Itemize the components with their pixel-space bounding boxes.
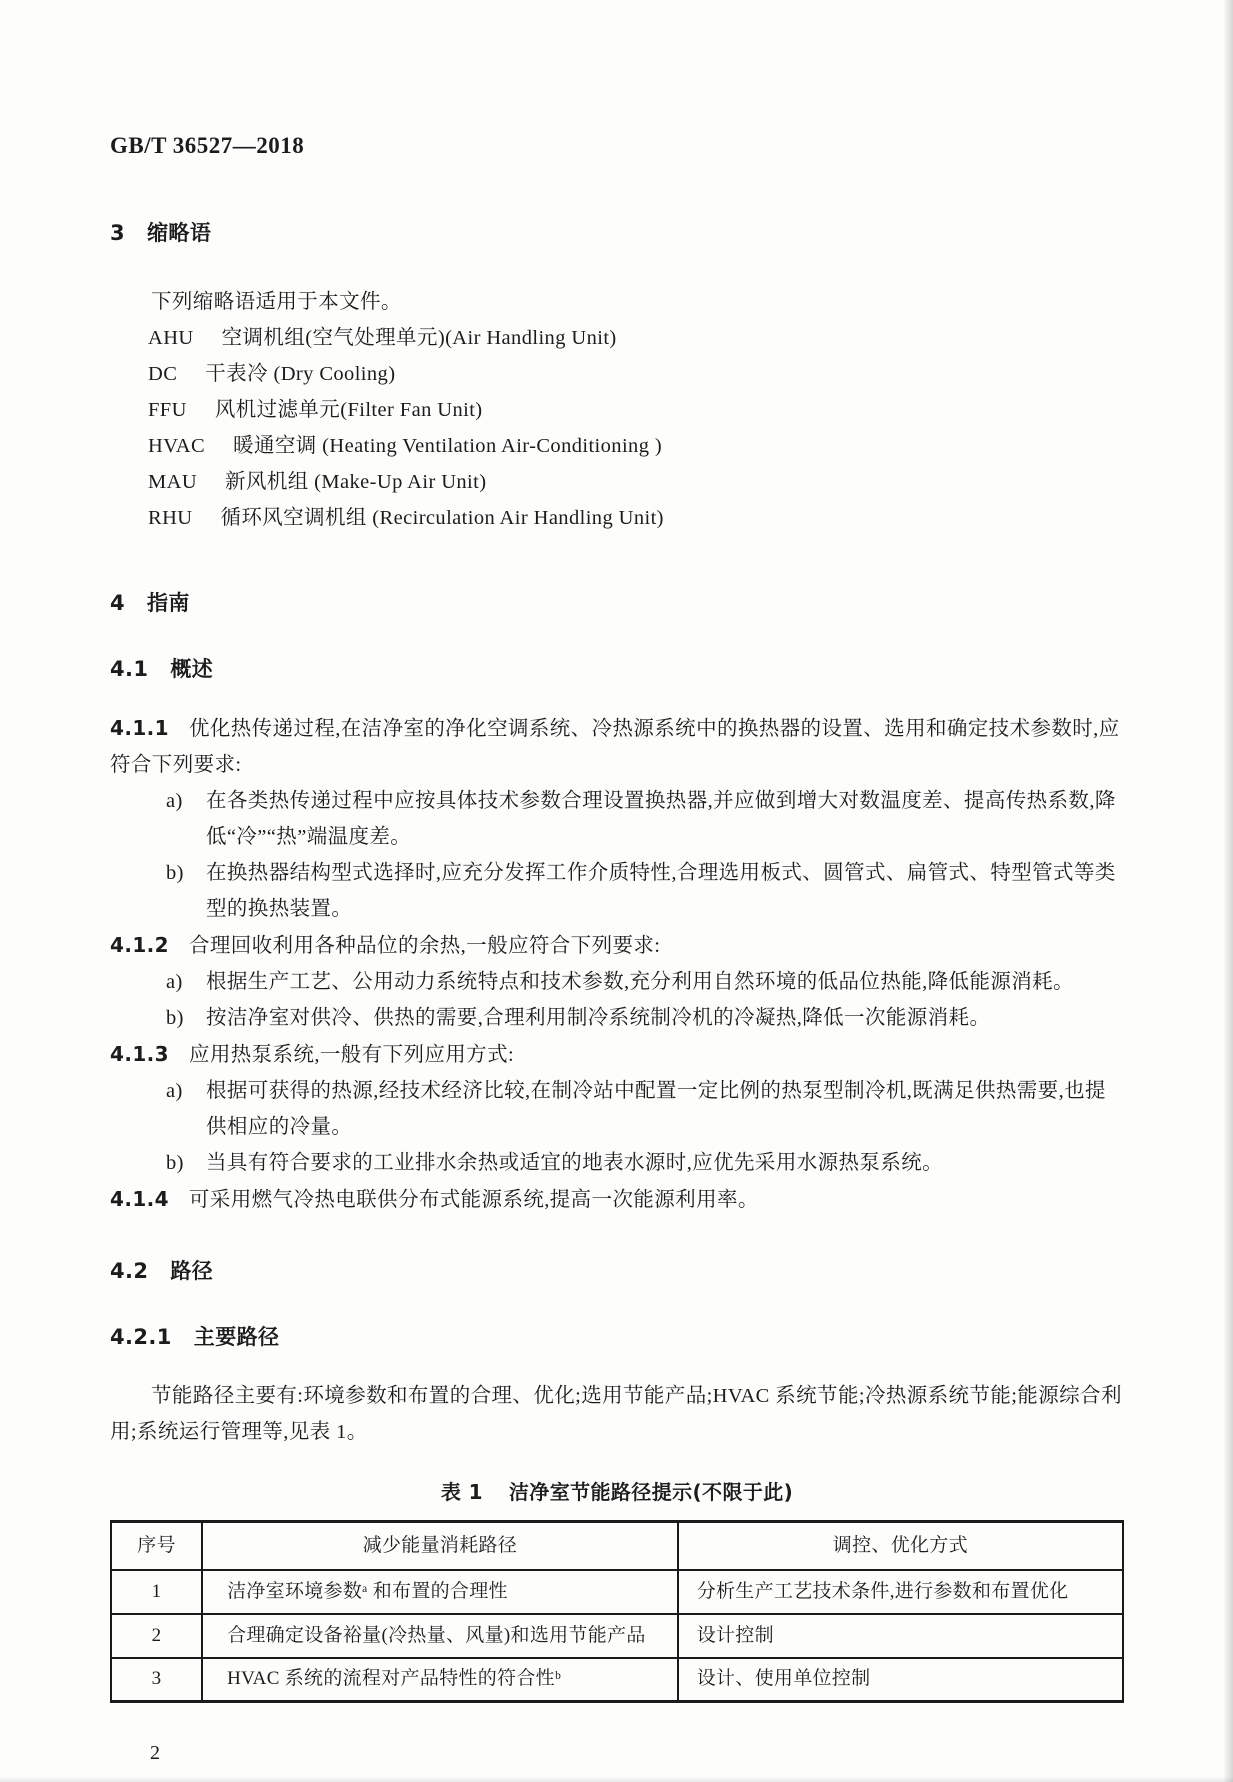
- energy-saving-path-table: [110, 1520, 1124, 1703]
- table-header-row: [111, 1522, 1123, 1570]
- section-number: 4: [110, 591, 126, 615]
- section-4-1-heading: [110, 654, 1124, 684]
- list-item-b: [110, 855, 1124, 927]
- item-label: b): [166, 862, 184, 884]
- table-caption-title: 洁净室节能路径提示(不限于此): [508, 1480, 794, 1504]
- abbreviation-code: AHU: [148, 327, 194, 349]
- table-cell-path: 洁净室环境参数ᵃ 和布置的合理性: [202, 1570, 678, 1614]
- abbreviation-item: [110, 392, 1124, 428]
- abbreviations-intro: 下列缩略语适用于本文件。: [151, 291, 402, 313]
- clause-text: 应用热泵系统,一般有下列应用方式:: [188, 1044, 515, 1066]
- clause-4-1-3: [110, 1036, 1124, 1073]
- table-row: [111, 1658, 1123, 1702]
- clause-4-1-4: [110, 1181, 1124, 1218]
- clause-number: 4.1.4: [110, 1187, 169, 1211]
- item-text: 按洁净室对供冷、供热的需要,合理利用制冷系统制冷机的冷凝热,降低一次能源消耗。: [206, 1007, 991, 1029]
- table-cell-index: 2: [111, 1614, 202, 1658]
- table-row: [111, 1614, 1123, 1658]
- item-label: b): [166, 1152, 184, 1174]
- table-cell-control: 分析生产工艺技术条件,进行参数和布置优化: [678, 1570, 1123, 1614]
- table-cell-index: 1: [111, 1570, 202, 1614]
- abbreviation-definition: 风机过滤单元(Filter Fan Unit): [214, 399, 483, 421]
- clause-text: 优化热传递过程,在洁净室的净化空调系统、冷热源系统中的换热器的设置、选用和确定技术参数时,应符合下列要求:: [110, 718, 1120, 776]
- abbreviation-code: FFU: [148, 399, 187, 421]
- clause-number: 4.1.1: [110, 716, 169, 740]
- list-item-a: [110, 1073, 1124, 1145]
- clause-text: 可采用燃气冷热电联供分布式能源系统,提高一次能源利用率。: [188, 1189, 759, 1211]
- doc-number: GB/T 36527—2018: [110, 133, 305, 158]
- abbreviation-item: [110, 464, 1124, 500]
- clause-number: 4.1.2: [110, 933, 169, 957]
- table-header: [111, 1522, 1123, 1570]
- abbreviation-code: RHU: [148, 507, 193, 529]
- clause-number: 4.2: [110, 1259, 149, 1283]
- abbreviations-list: [110, 320, 1124, 536]
- abbreviation-code: MAU: [148, 471, 198, 493]
- abbreviation-item: [110, 320, 1124, 356]
- section-4-2-heading: [110, 1256, 1124, 1286]
- section-number: 3: [110, 221, 126, 245]
- item-text: 在换热器结构型式选择时,应充分发挥工作介质特性,合理选用板式、圆管式、扁管式、特型管式等类型的换热装置。: [206, 862, 1116, 920]
- clause-4-1-1: [110, 710, 1124, 783]
- abbreviation-definition: 空调机组(空气处理单元)(Air Handling Unit): [221, 327, 617, 349]
- abbreviation-item: [110, 500, 1124, 536]
- table-cell-path: 合理确定设备裕量(冷热量、风量)和选用节能产品: [202, 1614, 678, 1658]
- item-label: a): [166, 971, 183, 993]
- abbreviation-item: [110, 356, 1124, 392]
- clause-text: 合理回收利用各种品位的余热,一般应符合下列要求:: [188, 935, 661, 957]
- table-caption: [110, 1478, 1124, 1506]
- section-title: 缩略语: [147, 221, 212, 245]
- item-text: 在各类热传递过程中应按具体技术参数合理设置换热器,并应做到增大对数温度差、提高传热系数,降低“冷”“热”端温度差。: [206, 790, 1116, 848]
- abbreviation-definition: 干表冷 (Dry Cooling): [205, 363, 396, 385]
- table-header-cell: 序号: [111, 1522, 202, 1570]
- abbreviation-definition: 新风机组 (Make-Up Air Unit): [225, 471, 487, 493]
- page-content: [110, 0, 1124, 1771]
- abbreviation-definition: 循环风空调机组 (Recirculation Air Handling Unit): [220, 507, 664, 529]
- abbreviation-definition: 暖通空调 (Heating Ventilation Air-Conditioning ): [233, 435, 663, 457]
- clause-title: 主要路径: [193, 1325, 280, 1349]
- clause-4-1-2: [110, 927, 1124, 964]
- page-number: 2: [150, 1742, 161, 1764]
- list-item-b: [110, 1000, 1124, 1036]
- section-3-heading: [110, 218, 1124, 248]
- abbreviation-code: HVAC: [148, 435, 206, 457]
- table-cell-path: HVAC 系统的流程对产品特性的符合性ᵇ: [202, 1658, 678, 1702]
- clause-title: 概述: [170, 657, 214, 681]
- table-header-cell: 减少能量消耗路径: [202, 1522, 678, 1570]
- paths-paragraph: 节能路径主要有:环境参数和布置的合理、优化;选用节能产品;HVAC 系统节能;冷热源系统节能;能源综合利用;系统运行管理等,见表 1。: [110, 1385, 1122, 1443]
- list-item-b: [110, 1145, 1124, 1181]
- table-header-cell: 调控、优化方式: [678, 1522, 1123, 1570]
- item-text: 根据可获得的热源,经技术经济比较,在制冷站中配置一定比例的热泵型制冷机,既满足供热需要,也提供相应的冷量。: [206, 1080, 1106, 1138]
- table-caption-label: 表 1: [440, 1480, 483, 1504]
- section-4-heading: [110, 588, 1124, 618]
- item-text: 根据生产工艺、公用动力系统特点和技术参数,充分利用自然环境的低品位热能,降低能源消耗。: [206, 971, 1074, 993]
- table-cell-control: 设计控制: [678, 1614, 1123, 1658]
- section-title: 指南: [147, 591, 190, 615]
- list-item-a: [110, 783, 1124, 855]
- abbreviation-item: [110, 428, 1124, 464]
- table-cell-index: 3: [111, 1658, 202, 1702]
- item-label: a): [166, 1080, 183, 1102]
- clause-title: 路径: [170, 1259, 214, 1283]
- list-item-a: [110, 964, 1124, 1000]
- table-cell-control: 设计、使用单位控制: [678, 1658, 1123, 1702]
- clause-number: 4.2.1: [110, 1325, 172, 1349]
- abbreviation-code: DC: [148, 363, 178, 385]
- clause-number: 4.1: [110, 657, 149, 681]
- item-label: a): [166, 790, 183, 812]
- item-text: 当具有符合要求的工业排水余热或适宜的地表水源时,应优先采用水源热泵系统。: [206, 1152, 944, 1174]
- clause-number: 4.1.3: [110, 1042, 169, 1066]
- table-body: [111, 1570, 1123, 1702]
- table-row: [111, 1570, 1123, 1614]
- section-4-2-1-heading: [110, 1322, 1124, 1352]
- item-label: b): [166, 1007, 184, 1029]
